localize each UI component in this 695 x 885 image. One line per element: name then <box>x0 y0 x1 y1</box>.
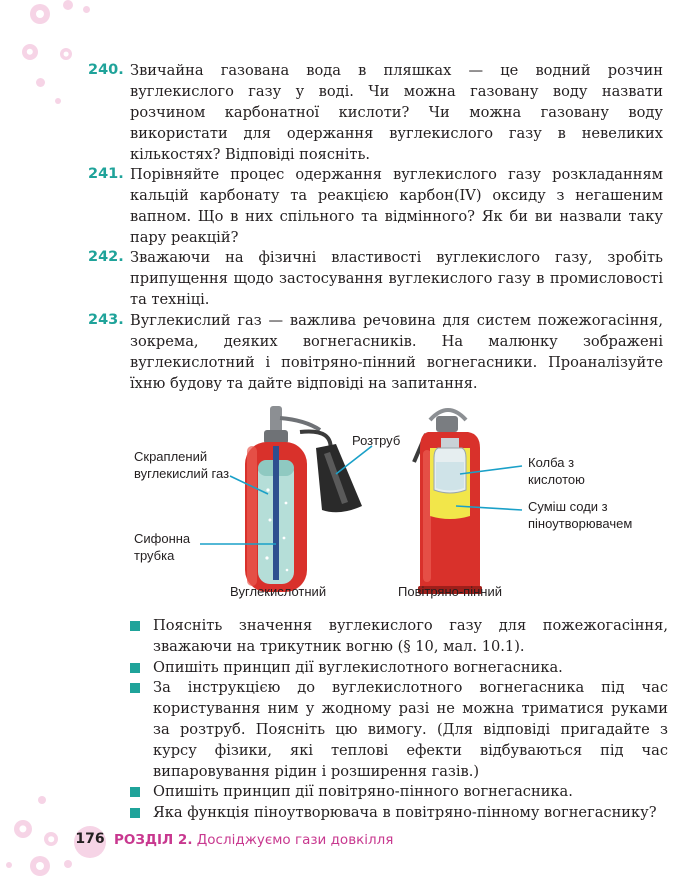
label-liquefied-gas: Скраплений вуглекислий газ <box>134 449 230 481</box>
list-item <box>128 678 668 782</box>
foam-extinguisher <box>414 410 482 594</box>
task-number: 241. <box>88 166 124 182</box>
bullet-square-icon <box>130 808 140 818</box>
list-item-text: Поясніть значення вуглекислого газу для пожежогасіння, зважаючи на трикутник вогню (§ 10, мал. 10.1). <box>153 617 668 655</box>
task-243 <box>88 310 663 394</box>
list-item-text: За інструкцією до вуглекислотного вогнегасника під час користування ним у жодному разі не можна триматися руками за розтруб. Поясніть цю вимогу. (Для відповіді пригадайте з курсу фізики, які теплові ефекти відбуваються під час випаровування рідин і розширення газів.) <box>153 679 668 780</box>
section-name: Досліджуємо гази довкілля <box>196 832 394 848</box>
list-item-text: Яка функція піноутворювача в повітряно-пінному вогнегаснику? <box>153 804 657 822</box>
caption-foam: Повітряно-пінний <box>398 584 502 599</box>
bullet-square-icon <box>130 787 140 797</box>
label-horn: Розтруб <box>352 433 401 448</box>
task-text: Зважаючи на фізичні властивості вуглекислого газу, зробіть припущення щодо застосування вуглекислого газу в промисловості та техніці. <box>130 249 663 308</box>
page-number: 176 <box>75 831 105 847</box>
section-label: РОЗДІЛ 2. <box>114 832 193 848</box>
list-item <box>128 658 668 679</box>
co2-extinguisher <box>245 406 362 592</box>
bullet-square-icon <box>130 621 140 631</box>
question-list <box>128 616 668 824</box>
task-text: Вуглекислий газ — важлива речовина для систем пожежогасіння, зокрема, деяких вогнегасників. На малюнку зображені вуглекислотний і повітряно-пінний вогнегасники. Проаналізуйте їхню будову та дайте відповіді на запитання. <box>130 312 663 392</box>
task-text: Порівняйте процес одержання вуглекислого газу розкладанням кальцій карбонату та реакцією карбон(IV) оксиду з негашеним вапном. Що в них спільного та відмінного? Як би ви назвали таку пару реакцій? <box>130 166 663 246</box>
list-item <box>128 782 668 803</box>
task-number: 240. <box>88 62 124 78</box>
label-acid-flask: Колба з кислотою <box>528 455 585 487</box>
list-item-text: Опишіть принцип дії повітряно-пінного вогнегасника. <box>153 783 573 801</box>
task-241 <box>88 164 663 248</box>
list-item <box>128 616 668 658</box>
task-number: 243. <box>88 312 124 328</box>
task-text: Звичайна газована вода в пляшках — це водний розчин вуглекислого газу у воді. Чи можна газовану воду назвати розчином карбонатної кислоти? Чи можна газовану воду використати для одержання вуглекислого газу в невеликих кількостях? Відповіді поясніть. <box>130 62 663 163</box>
caption-co2: Вуглекислотний <box>230 584 327 599</box>
page-footer <box>0 820 695 860</box>
label-soda-mix: Суміш соди з піноутворювачем <box>528 499 633 531</box>
task-240 <box>88 60 663 165</box>
bullet-square-icon <box>130 683 140 693</box>
section-title <box>114 832 393 848</box>
label-siphon-tube: Сифонна трубка <box>134 531 191 563</box>
task-number: 242. <box>88 249 124 265</box>
bullet-square-icon <box>130 663 140 673</box>
task-242 <box>88 247 663 310</box>
list-item-text: Опишіть принцип дії вуглекислотного вогнегасника. <box>153 658 563 676</box>
extinguishers-figure <box>130 398 670 603</box>
